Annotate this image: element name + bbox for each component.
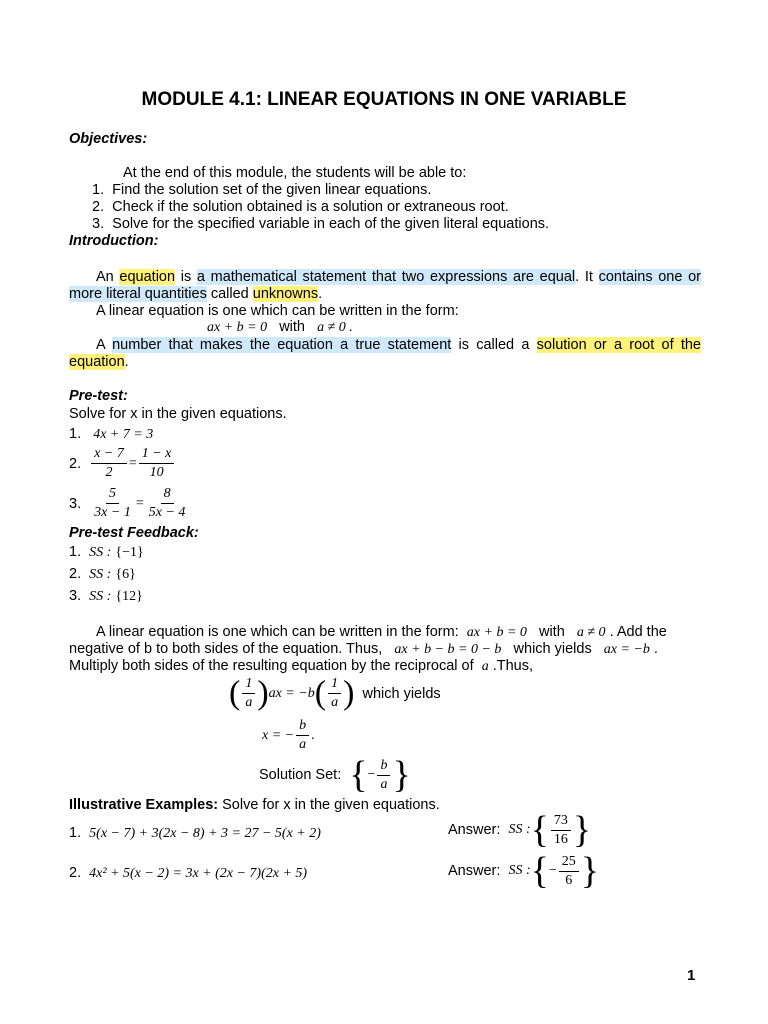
text: Answer: [448,822,501,838]
text: . [318,286,323,302]
form-equation: ax + b = 0 [207,320,268,335]
page-title: MODULE 4.1: LINEAR EQUATIONS IN ONE VARIABLE [141,89,627,110]
x-solution [262,718,315,753]
fraction [91,446,127,481]
denominator: 6 [565,872,573,888]
text: with [538,624,565,640]
ss-label: SS : [89,589,112,604]
fraction [146,486,189,521]
text: An [96,269,120,285]
highlight: a mathematical statement that two expressions are equal [196,269,576,285]
form-condition: a ≠ 0 . [317,320,353,335]
fraction [559,854,579,889]
numerator: 1 [242,676,255,694]
fraction [377,758,390,793]
feedback-item: 2. SS : {6} [69,566,136,582]
pretest-instruction: Solve for x in the given equations. [69,406,287,422]
text: . [124,354,129,370]
objective-item: 2. Check if the solution obtained is a solution or extraneous root. [92,199,509,215]
text: which yields [362,685,441,702]
numerator: 5 [106,486,119,504]
pretest-item: 2. $\frac{x - 7}{2}$ = $\frac{1 - x}{10}$ [69,446,176,481]
highlight: number that makes the equation a true statement [112,337,452,353]
fraction [91,486,134,521]
objective-text: Find the solution set of the given linear equations. [112,182,432,198]
variable: a [481,659,489,674]
text: Answer: [448,863,501,879]
text: negative of b to both sides of the equation. Thus, [69,641,383,657]
text: is called a [451,337,537,353]
derivation-line-1 [96,624,667,641]
item-number: 2. [69,455,82,472]
numerator: b [296,718,309,736]
fraction [139,446,175,481]
text: is [175,269,197,285]
numerator: x − 7 [91,446,127,464]
item-number: 1. [69,825,82,841]
fraction [551,813,571,848]
objective-item: 3. Solve for the specified variable in each of the given literal equations. [92,216,550,232]
numerator: 1 [328,676,341,694]
item-number: 1. [69,426,82,442]
pretest-item: 3. $\frac{5}{3x - 1}$ = $\frac{8}{5x - 4}$ [69,486,190,521]
ss-value: −1 [122,545,137,560]
example-answer: Answer: SS :{− $\frac{25}{6}$ } [448,850,600,892]
highlight: solution or a root of the equation [69,337,701,370]
numerator: 1 − x [139,446,175,464]
objective-text: Solve for the specified variable in each of the given literal equations. [112,216,550,232]
equation: ax + b − b = 0 − b [394,642,502,657]
solution-set: Solution Set: {− $\frac{b}{a}$ } [259,754,411,796]
text: .Thus, [492,658,534,674]
denominator: 16 [553,831,568,847]
text: − [548,863,557,878]
equation: ax + b = 0 [466,625,527,640]
objectives-heading: Objectives: [69,131,148,147]
highlight: unknowns [252,286,319,302]
examples-heading: Illustrative Examples: [69,797,219,813]
denominator: a [331,695,339,710]
equation: 4x² + 5(x − 2) = 3x + (2x − 7)(2x + 5) [89,866,308,881]
pretest-item [69,426,153,443]
denominator: a [380,776,388,792]
intro-paragraph-1 [69,269,701,303]
examples-heading-line [69,797,440,813]
text: − [367,767,376,782]
numerator: 73 [551,813,571,831]
feedback-item: 3. SS : {12} [69,588,143,604]
highlight: contains one or more literal quantities [69,269,701,302]
denominator: 3x − 1 [94,505,131,520]
example-item [69,865,307,882]
objective-text: Check if the solution obtained is a solution or extraneous root. [112,199,509,215]
text: . It [575,269,599,285]
ss-value: 12 [122,589,137,604]
intro-paragraph-3 [69,337,701,371]
text: Multiply both sides of the resulting equation by the reciprocal of [69,658,474,674]
fraction [296,718,309,753]
text: A linear equation is one which can be written in the form: [96,624,459,640]
item-number: 3. [69,495,82,512]
page-number: 1 [687,967,696,984]
ss-label: SS : [89,545,112,560]
text: . Add the [609,624,667,640]
form-line [207,319,353,336]
item-number: 1. [69,544,82,560]
denominator: a [245,695,253,710]
with-label: with [279,319,305,335]
objectives-intro: At the end of this module, the students will be able to: [123,165,467,181]
text: A [96,337,113,353]
example-item [69,825,321,842]
fraction [328,676,341,711]
ss-label: SS : [508,822,531,837]
examples-instruction: Solve for x in the given equations. [218,797,440,813]
ss-value: 6 [122,567,130,582]
equation: a ≠ 0 [576,625,606,640]
equation: ax = −b [603,642,650,657]
highlight: equation [119,269,176,285]
denominator: 10 [149,465,164,480]
denominator: 5x − 4 [148,505,186,520]
pretest-heading: Pre-test: [69,388,128,404]
item-number: 3. [69,588,82,604]
item-number: 2. [69,566,82,582]
text: called [206,286,253,302]
introduction-heading: Introduction: [69,233,159,249]
denominator: a [299,737,307,752]
numerator: 8 [161,486,174,504]
feedback-item: 1. SS : {−1} [69,544,144,560]
equation: x = − [262,727,295,743]
ss-label: SS : [89,567,112,582]
item-number: 2. [69,865,82,881]
derivation-line-2: negative of b to both sides of the equation. Thus, ax + b − b = 0 − b which yields ax = −b . [69,641,658,657]
fraction [242,676,255,711]
equation: 5(x − 7) + 3(2x − 8) + 3 = 27 − 5(x + 2) [89,826,321,841]
numerator: b [377,758,390,776]
feedback-heading: Pre-test Feedback: [69,525,199,541]
ss-label: SS : [508,863,531,878]
equation: ax = −b [268,685,315,701]
intro-paragraph-2: A linear equation is one which can be written in the form: [96,303,459,319]
text: . [311,727,315,743]
example-answer: Answer: SS :{ $\frac{73}{16}$ } [448,809,592,851]
numerator: 25 [559,854,579,872]
derivation-line-3 [69,658,533,675]
text: Solution Set: [259,767,342,783]
denominator: 2 [105,465,113,480]
text: which yields [513,641,592,657]
objective-item: 1. Find the solution set of the given linear equations. [92,182,432,198]
reciprocal-equation: ( $\frac{1}{a}$ )ax = −b( $\frac{1}{a}$ ) which yields [229,674,441,712]
equation: 4x + 7 = 3 [93,427,154,442]
